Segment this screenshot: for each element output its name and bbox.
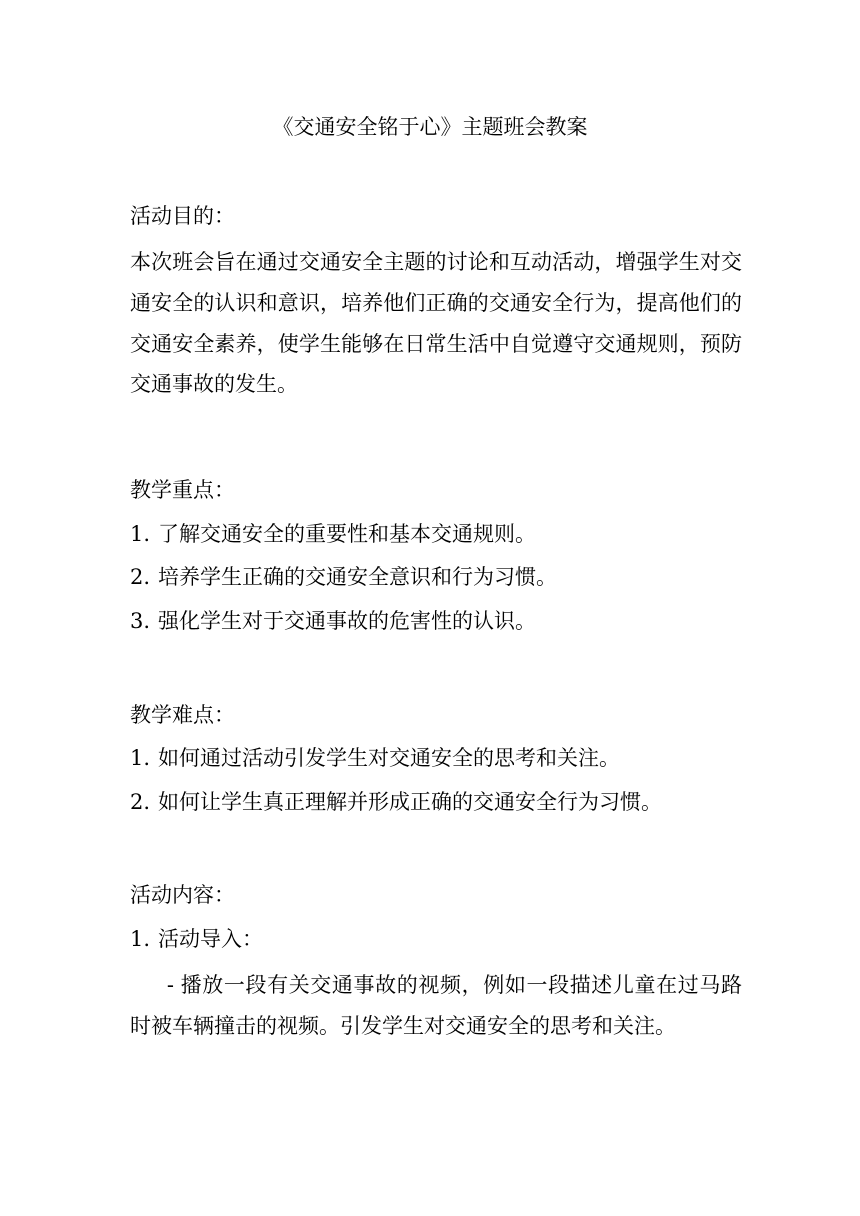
difficulty-item-number: 2. <box>130 790 151 814</box>
focus-item <box>130 562 557 592</box>
difficulty-item-text: 如何让学生真正理解并形成正确的交通安全行为习惯。 <box>158 790 662 814</box>
difficulty-item-text: 如何通过活动引发学生对交通安全的思考和关注。 <box>158 746 620 770</box>
difficulty-item <box>130 743 620 773</box>
content-heading: 活动内容： <box>130 883 235 907</box>
difficulty-item <box>130 787 662 817</box>
difficulty-item-number: 1. <box>130 746 151 770</box>
sub-text: 播放一段有关交通事故的视频，例如一段描述儿童在过马路时被车辆撞击的视频。引发学生对交通安全的思考和关注。 <box>130 973 742 1038</box>
focus-item-number: 2. <box>130 565 151 589</box>
focus-item-text: 强化学生对于交通事故的危害性的认识。 <box>158 609 536 633</box>
content-item <box>130 924 263 954</box>
focus-item-text: 了解交通安全的重要性和基本交通规则。 <box>158 522 536 546</box>
purpose-heading: 活动目的： <box>130 204 235 228</box>
focus-item-number: 3. <box>130 609 151 633</box>
purpose-body: 本次班会旨在通过交通安全主题的讨论和互动活动，增强学生对交通安全的认识和意识，培养他们正确的交通安全行为，提高他们的交通安全素养，使学生能够在日常生活中自觉遵守交通规则，预防交通事故的发生。 <box>130 250 742 397</box>
sub-dash: - <box>166 973 174 997</box>
focus-item-text: 培养学生正确的交通安全意识和行为习惯。 <box>158 565 557 589</box>
content-sub-paragraph <box>130 965 742 1047</box>
focus-item <box>130 606 536 636</box>
focus-item-number: 1. <box>130 522 151 546</box>
focus-item <box>130 519 536 549</box>
content-item-text: 活动导入： <box>158 927 263 951</box>
difficulty-heading: 教学难点： <box>130 703 235 727</box>
document-title: 《交通安全铭于心》主题班会教案 <box>272 115 588 139</box>
focus-heading: 教学重点： <box>130 478 235 502</box>
content-item-number: 1. <box>130 927 151 951</box>
